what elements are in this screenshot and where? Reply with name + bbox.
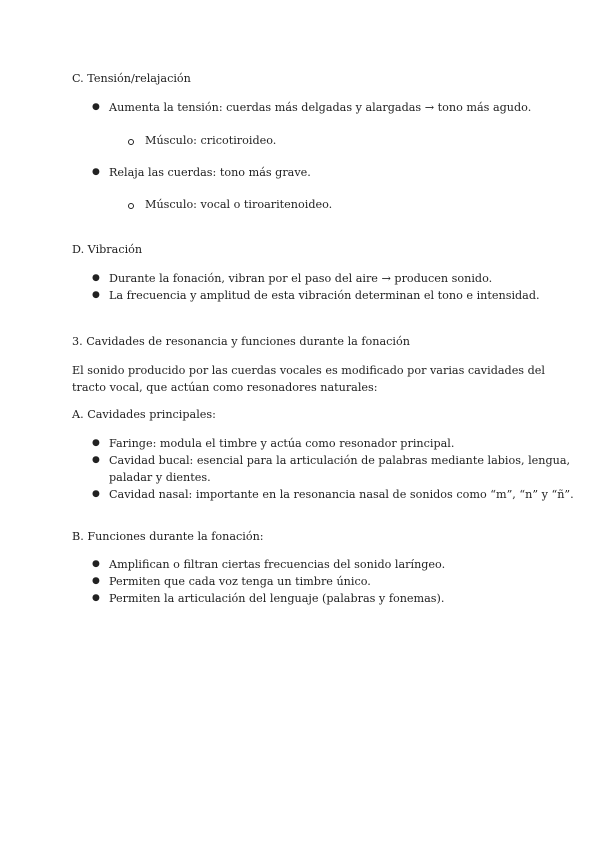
section-d-heading: D. Vibración [72, 243, 143, 256]
paragraph-line: El sonido producido por las cuerdas vocales es modificado por varias cavidades del [72, 364, 545, 377]
sub-bullet-icon [128, 203, 134, 209]
bullet-icon: ● [92, 438, 100, 448]
bullet-icon: ● [92, 489, 100, 499]
sub-bullet-icon [128, 139, 134, 145]
list-item: Durante la fonación, vibran por el paso del aire → producen sonido. [109, 272, 493, 285]
section-b-heading: B. Funciones durante la fonación: [72, 530, 264, 543]
list-item: Permiten que cada voz tenga un timbre único. [109, 575, 371, 588]
section-c-heading: C. Tensión/relajación [72, 72, 191, 85]
list-item: Cavidad bucal: esencial para la articulación de palabras mediante labios, lengua, [109, 454, 571, 467]
list-item: Cavidad nasal: importante en la resonancia nasal de sonidos como “m”, “n” y “ñ”. [109, 488, 574, 501]
list-item: Amplifican o filtran ciertas frecuencias del sonido laríngeo. [109, 558, 446, 571]
bullet-icon: ● [92, 273, 100, 283]
sub-list-item: Músculo: vocal o tiroaritenoideo. [145, 198, 333, 211]
list-item: La frecuencia y amplitud de esta vibración determinan el tono e intensidad. [109, 289, 540, 302]
list-item: Faringe: modula el timbre y actúa como resonador principal. [109, 437, 455, 450]
list-item: Relaja las cuerdas: tono más grave. [109, 166, 311, 179]
sub-list-item: Músculo: cricotiroideo. [145, 134, 277, 147]
bullet-icon: ● [92, 576, 100, 586]
paragraph-line: tracto vocal, que actúan como resonadores naturales: [72, 381, 378, 394]
bullet-icon: ● [92, 559, 100, 569]
list-item: Permiten la articulación del lenguaje (palabras y fonemas). [109, 592, 445, 605]
section-3-heading: 3. Cavidades de resonancia y funciones durante la fonación [72, 335, 410, 348]
bullet-icon: ● [92, 167, 100, 177]
bullet-icon: ● [92, 593, 100, 603]
bullet-icon: ● [92, 102, 100, 112]
bullet-icon: ● [92, 290, 100, 300]
list-item-continuation: paladar y dientes. [109, 471, 211, 484]
bullet-icon: ● [92, 455, 100, 465]
section-a-heading: A. Cavidades principales: [72, 408, 216, 421]
list-item: Aumenta la tensión: cuerdas más delgadas y alargadas → tono más agudo. [109, 101, 532, 114]
